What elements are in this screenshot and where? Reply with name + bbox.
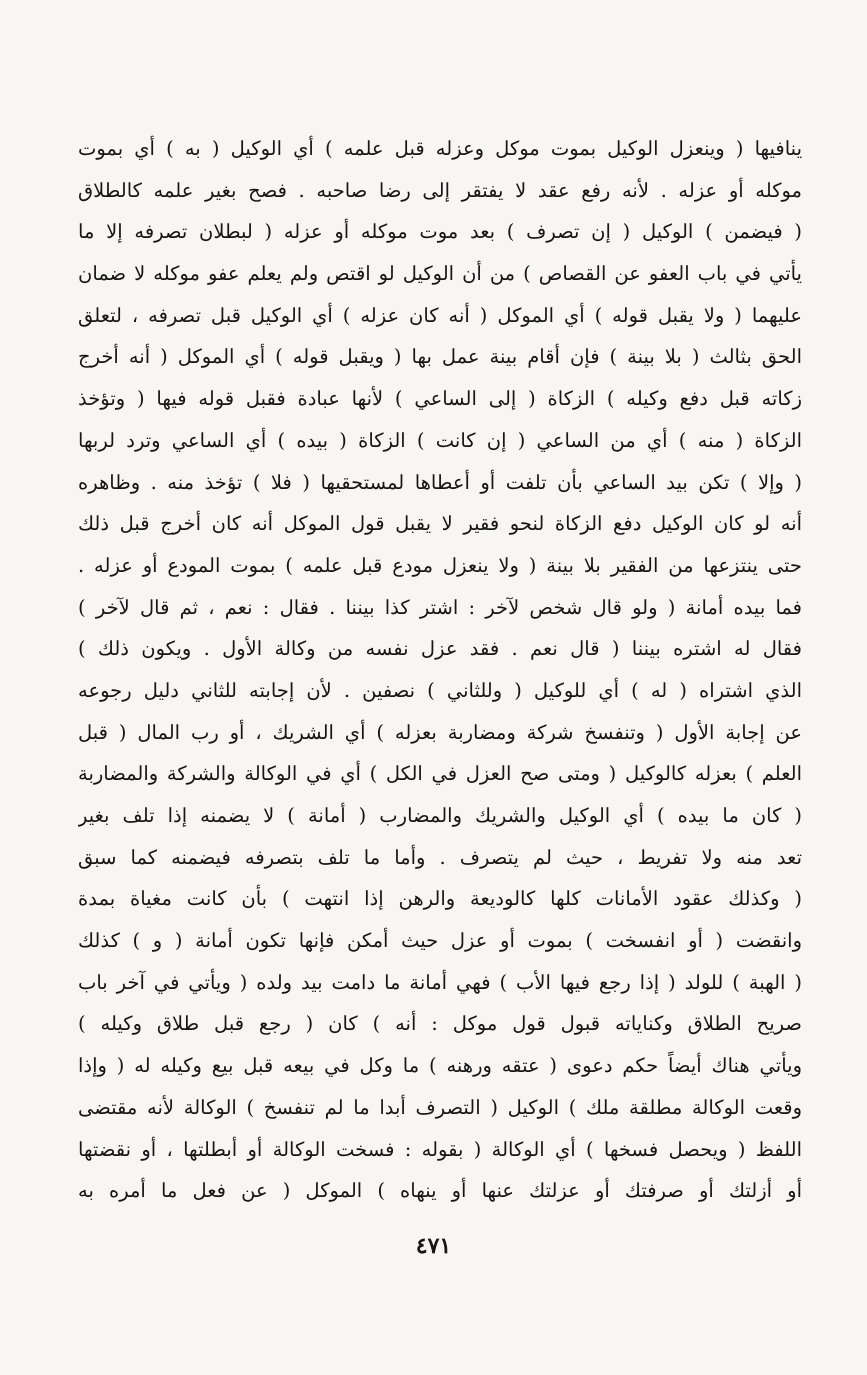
text-line: تعد منه ولا تفريط ، حيث لم يتصرف . وأما ما تلف بتصرفه فيضمنه كما سبق (78, 845, 802, 869)
text-line: وانقضت ( أو انفسخت ) بموت أو عزل حيث أمكن فإنها تكون أمانة ( و ) كذلك (78, 929, 802, 953)
text-line: أنه لو كان الوكيل دفع الزكاة لنحو فقير لا يقبل قول الموكل أنه كان أخرج قبل ذلك (78, 512, 802, 536)
text-line: وقعت الوكالة مطلقة ملك ) الوكيل ( التصرف أبدا ما لم تنفسخ ) الوكالة لأنه مقتضى (78, 1095, 802, 1119)
text-line: صريح الطلاق وكناياته قبول قول موكل : أنه ) كان ( رجع قبل طلاق وكيله ) (78, 1012, 802, 1036)
body-text (78, 128, 802, 1212)
page-number: ٤٧١ (415, 1233, 452, 1259)
text-line: ( كان ما بيده ) أي الوكيل والشريك والمضارب ( أمانة ) لا يضمنه إذا تلف بغير (78, 804, 802, 827)
text-line: عن إجابة الأول ( وتنفسخ شركة ومضاربة بعزله ) أي الشريك ، أو رب المال ( قبل (78, 720, 802, 744)
text-line: ويأتي هناك أيضاً حكم دعوى ( عتقه ورهنه ) ما وكل في بيعه قبل بيع وكيله له ( وإذا (78, 1054, 802, 1078)
text-line: ( وكذلك عقود الأمانات كلها كالوديعة والرهن إذا انتهت ) بأن كانت مغياة بمدة (78, 887, 802, 911)
text-line: ( فيضمن ) الوكيل ( إن تصرف ) بعد موت موكله أو عزله ( لبطلان تصرفه إلا ما (78, 220, 802, 244)
text-line: العلم ) بعزله كالوكيل ( ومتى صح العزل في الكل ) أي في الوكالة والشركة والمضاربة (78, 762, 802, 786)
text-line: اللفظ ( ويحصل فسخها ) أي الوكالة ( بقوله : فسخت الوكالة أو أبطلتها ، أو نقضتها (78, 1137, 802, 1161)
text-line: فقال له اشتره بيننا ( قال نعم . فقد عزل نفسه من وكالة الأول . ويكون ذلك ) (78, 637, 802, 661)
text-line: ( وإلا ) تكن بيد الساعي بأن تلفت أو أعطاها لمستحقيها ( فلا ) تؤخذ منه . وظاهره (78, 470, 802, 494)
text-line: عليهما ( ولا يقبل قوله ) أي الموكل ( أنه كان عزله ) أي الوكيل قبل تصرفه ، لتعلق (78, 303, 802, 327)
text-line: أو أزلتك أو صرفتك أو عزلتك عنها أو ينهاه ) الموكل ( عن فعل ما أمره به (78, 1179, 802, 1203)
text-line: الزكاة ( منه ) أي من الساعي ( إن كانت ) الزكاة ( بيده ) أي الساعي وترد لربها (78, 428, 802, 452)
text-line: ( الهبة ) للولد ( إذا رجع فيها الأب ) فهي أمانة ما دامت بيد ولده ( ويأتي في آخر باب (78, 970, 802, 994)
text-line: فما بيده أمانة ( ولو قال شخص لآخر : اشتر كذا بيننا . فقال : نعم ، ثم قال لآخر ) (78, 595, 802, 619)
text-line: ينافيها ( وينعزل الوكيل بموت موكل وعزله قبل علمه ) أي الوكيل ( به ) أي بموت (78, 137, 802, 160)
text-line: الحق بثالث ( بلا بينة ) فإن أقام بينة عمل بها ( ويقبل قوله ) أي الموكل ( أنه أخرج (78, 345, 802, 369)
text-line: حتى ينتزعها من الفقير بلا بينة ( ولا ينعزل مودع قبل علمه ) بموت المودع أو عزله . (78, 553, 802, 577)
text-line: زكاته قبل دفع وكيله ) الزكاة ( إلى الساعي ) لأنها عبادة فقبل قوله فيها ( وتؤخذ (78, 387, 802, 411)
text-line: الذي اشتراه ( له ) أي للوكيل ( وللثاني ) نصفين . لأن إجابته للثاني دليل رجوعه (78, 678, 802, 702)
text-line: يأتي في باب العفو عن القصاص ) من أن الوكيل لو اقتص ولم يعلم عفو موكله لا ضمان (78, 262, 802, 286)
text-line: موكله أو عزله . لأنه رفع عقد لا يفتقر إلى رضا صاحبه . فصح بغير علمه كالطلاق (78, 178, 802, 202)
